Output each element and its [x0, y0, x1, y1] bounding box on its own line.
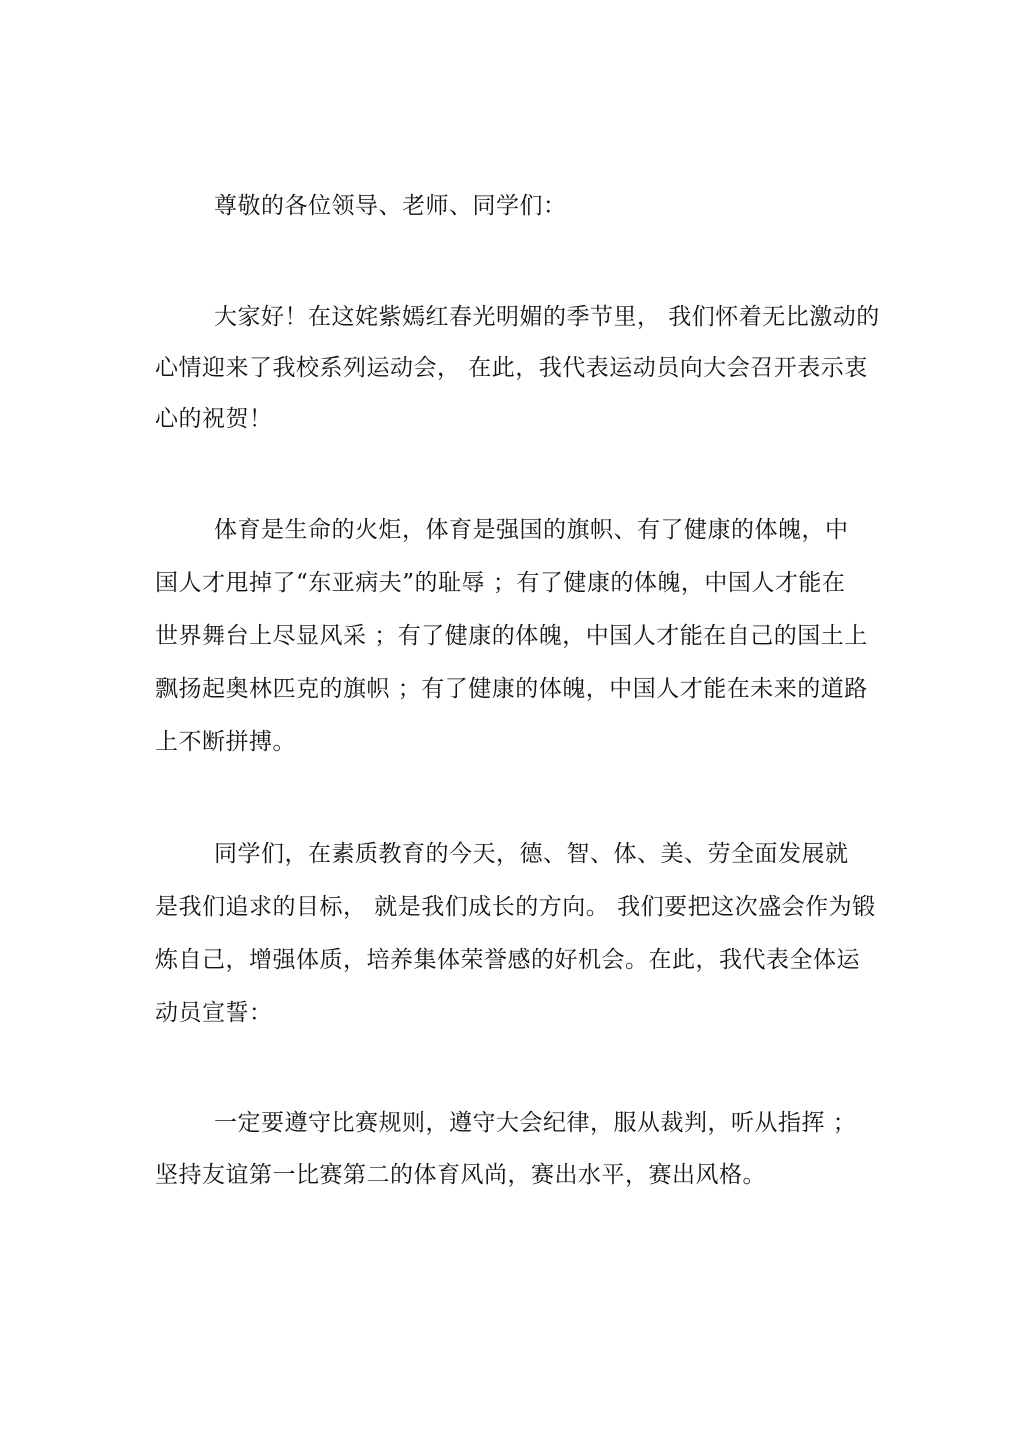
- paragraph-line: 飘扬起奥林匹克的旗帜 ；有了健康的体魄，中国人才能在未来的道路: [155, 676, 868, 702]
- paragraph-line: 大家好！在这姹紫嫣红春光明媚的季节里， 我们怀着无比激动的: [214, 304, 880, 330]
- paragraph-line: 世界舞台上尽显风采 ；有了健康的体魄，中国人才能在自己的国土上: [155, 623, 868, 649]
- paragraph-line: 炼自己，增强体质，培养集体荣誉感的好机会。在此，我代表全体运: [155, 947, 860, 973]
- paragraph-line: 上不断拼搏。: [155, 729, 296, 755]
- paragraph-line: 一定要遵守比赛规则，遵守大会纪律，服从裁判，听从指挥 ；: [214, 1110, 857, 1136]
- paragraph-line: 动员宣誓：: [155, 1000, 273, 1026]
- salutation: 尊敬的各位领导、老师、同学们：: [214, 193, 567, 219]
- paragraph-line: 坚持友谊第一比赛第二的体育风尚，赛出水平，赛出风格。: [155, 1162, 766, 1188]
- paragraph-line: 是我们追求的目标， 就是我们成长的方向。 我们要把这次盛会作为锻: [155, 894, 876, 920]
- paragraph-line: 国人才甩掉了“东亚病夫”的耻辱 ；有了健康的体魄，中国人才能在: [155, 570, 846, 596]
- paragraph-line: 体育是生命的火炬，体育是强国的旗帜、有了健康的体魄，中: [214, 517, 849, 543]
- paragraph-line: 心情迎来了我校系列运动会， 在此，我代表运动员向大会召开表示衷: [155, 355, 868, 381]
- paragraph-line: 心的祝贺！: [155, 406, 273, 432]
- paragraph-line: 同学们，在素质教育的今天，德、智、体、美、劳全面发展就: [214, 841, 849, 867]
